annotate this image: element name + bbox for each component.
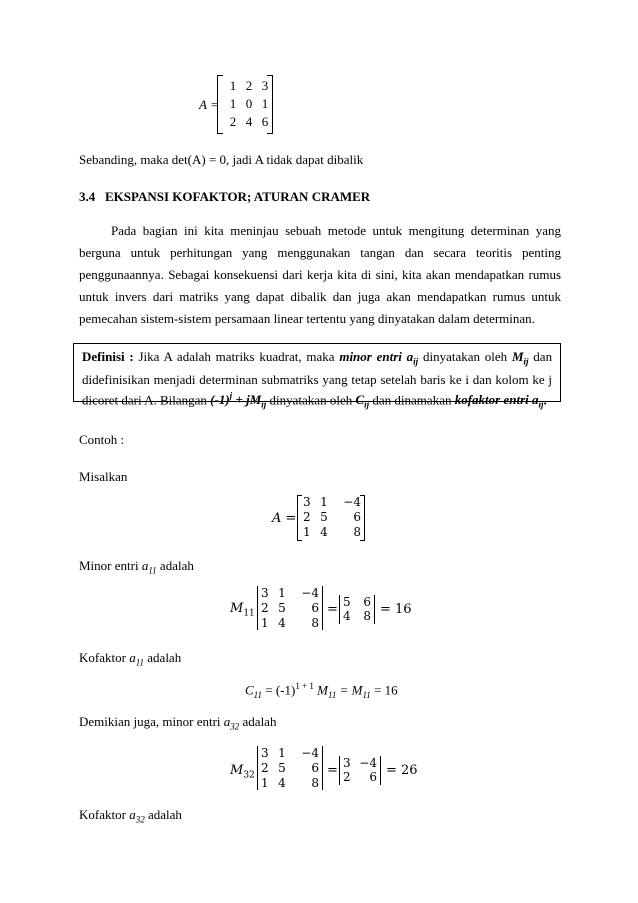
det-bar-left [339,756,340,785]
cell: 2 [261,601,269,615]
m11-lhs: $M_{11}$ [230,601,255,619]
m32-subdet [339,756,381,786]
cell: 8 [311,776,319,790]
paragraph-line: pemecahan sistem-sistem persamaan linear tertentu yang dinyatakan dalam determinan. [79,311,535,326]
kofaktor11-label: Kofaktor $a_{11}$ adalah [79,650,182,668]
cell: 0 [245,96,253,111]
m32-result: = 26 [386,763,418,778]
jm-term: + $jM_{ij}$ [235,391,267,410]
def-text: dan [533,349,553,364]
definition-line-3: dicoret dari A. Bilangan $(-1)^j + jM_{ij}$ dinyatakan oleh $C_{ij}$ dan dinamakan kofaktor entri $a_{ij}$. [82,390,547,410]
cell: 3 [303,495,311,509]
cell: 6 [369,770,377,784]
minor-entry-term: minor entri $a_{ij}$ [339,349,419,367]
m11-equals: = [327,602,338,617]
sign-term: $(-1)^j$ [210,390,233,407]
minor11-label: Minor entri $a_{11}$ adalah [79,558,194,576]
cell: 6 [261,114,269,129]
m11-det [257,586,323,632]
cell: 2 [261,761,269,775]
cell: 2 [343,770,351,784]
det-bar-left [257,746,258,790]
cell: 1 [229,96,237,111]
minor32-label: Demikian juga, minor entri $a_{32}$ adalah [79,714,277,732]
matrix-top-lhs: A = [199,97,219,112]
cell: 1 [261,616,269,630]
cell: 2 [245,78,253,93]
def-text: Jika A adalah matriks kuadrat, maka [138,349,335,364]
cell: 5 [278,761,286,775]
det-bar-left [339,595,340,624]
m32-equals: = [327,763,338,778]
cell: 4 [343,609,351,623]
cell: 6 [311,761,319,775]
left-bracket [217,75,223,134]
minor-symbol: $M_{ij}$ [511,349,529,367]
m11-result: = 16 [380,602,412,617]
cofactor-symbol: $C_{ij}$ [355,391,370,410]
definition-line-1 [82,348,552,371]
m11-subcells [343,595,371,623]
cofactor-entry-term: kofaktor entri $a_{ij}$ [454,391,544,410]
definition-line-2: didefinisikan menjadi determinan submatriks yang tetap setelah baris ke i dan kolom ke j [82,371,552,387]
cell: 8 [353,525,361,539]
det-bar-right [322,746,323,790]
m32-det [257,746,323,792]
c11-formula: $C_{11} = (-1)^{1 + 1}$ $M_{11} = M_{11} = 16$ [245,681,398,700]
cell: 8 [363,609,371,623]
definition-label: Definisi : [82,349,134,364]
cell: 8 [311,616,319,630]
def-text: dan dinamakan [372,391,452,407]
m11-cells [261,586,319,631]
cell: 4 [320,525,328,539]
cell: 6 [363,595,371,609]
matrix-a [297,495,365,541]
m32-subcells [343,756,377,784]
matrix-a-cells [303,495,361,540]
cell: 1 [320,495,328,509]
left-bracket [297,495,302,541]
cell: 3 [343,756,351,770]
kofaktor32-label: Kofaktor $a_{32}$ adalah [79,807,182,825]
cell: −4 [343,495,361,509]
m32-lhs: $M_{32}$ [230,763,255,781]
paragraph-line: berguna untuk perhitungan yang menggunakan tangan dan secara teoritis penting [79,245,561,260]
cell: 6 [311,601,319,615]
intro-paragraph [79,220,561,330]
cell: 1 [278,746,286,760]
cell: 2 [303,510,311,524]
m11-subdet [339,595,375,625]
def-text: dinyatakan oleh [422,349,508,364]
matrix-top [217,75,273,133]
contoh-label: Contoh : [79,432,125,447]
cell: 1 [261,96,269,111]
definition-box [73,343,561,410]
det-bar-right [322,586,323,630]
cell: 5 [343,595,351,609]
cell: 6 [353,510,361,524]
paragraph-line: untuk invers dari matriks yang dapat dibalik dan juga akan mendapatkan rumus untuk [79,289,561,304]
misalkan-label: Misalkan [79,469,128,484]
matrix-a-lhs: A = [272,511,297,526]
section-heading: 3.4 EKSPANSI KOFAKTOR; ATURAN CRAMER [79,189,371,204]
cell: −4 [301,586,319,600]
cell: 4 [278,616,286,630]
cell: −4 [359,756,377,770]
sebanding-line: Sebanding, maka det(A) = 0, jadi A tidak dapat dibalik [79,152,364,167]
cell: −4 [301,746,319,760]
m32-cells [261,746,319,791]
cell: 3 [261,746,269,760]
cell: 1 [278,586,286,600]
def-text: dicoret dari A. Bilangan [82,391,207,407]
cell: 1 [303,525,311,539]
det-bar-left [257,586,258,630]
det-bar-right [374,595,375,624]
matrix-top-cells [225,78,273,129]
cell: 3 [261,78,269,93]
cell: 1 [229,78,237,93]
cell: 4 [278,776,286,790]
paragraph-line: penggunaannya. Sebagai konsekuensi dari kerja kita di sini, kita akan mendapatkan rumus [79,267,561,282]
cell: 3 [261,586,269,600]
paragraph-line: Pada bagian ini kita meninjau sebuah metode untuk mengitung determinan yang [111,223,561,238]
def-text: dinyatakan oleh [269,391,353,407]
cell: 5 [278,601,286,615]
cell: 5 [320,510,328,524]
cell: 2 [229,114,237,129]
cell: 1 [261,776,269,790]
cell: 4 [245,114,253,129]
det-bar-right [380,756,381,785]
